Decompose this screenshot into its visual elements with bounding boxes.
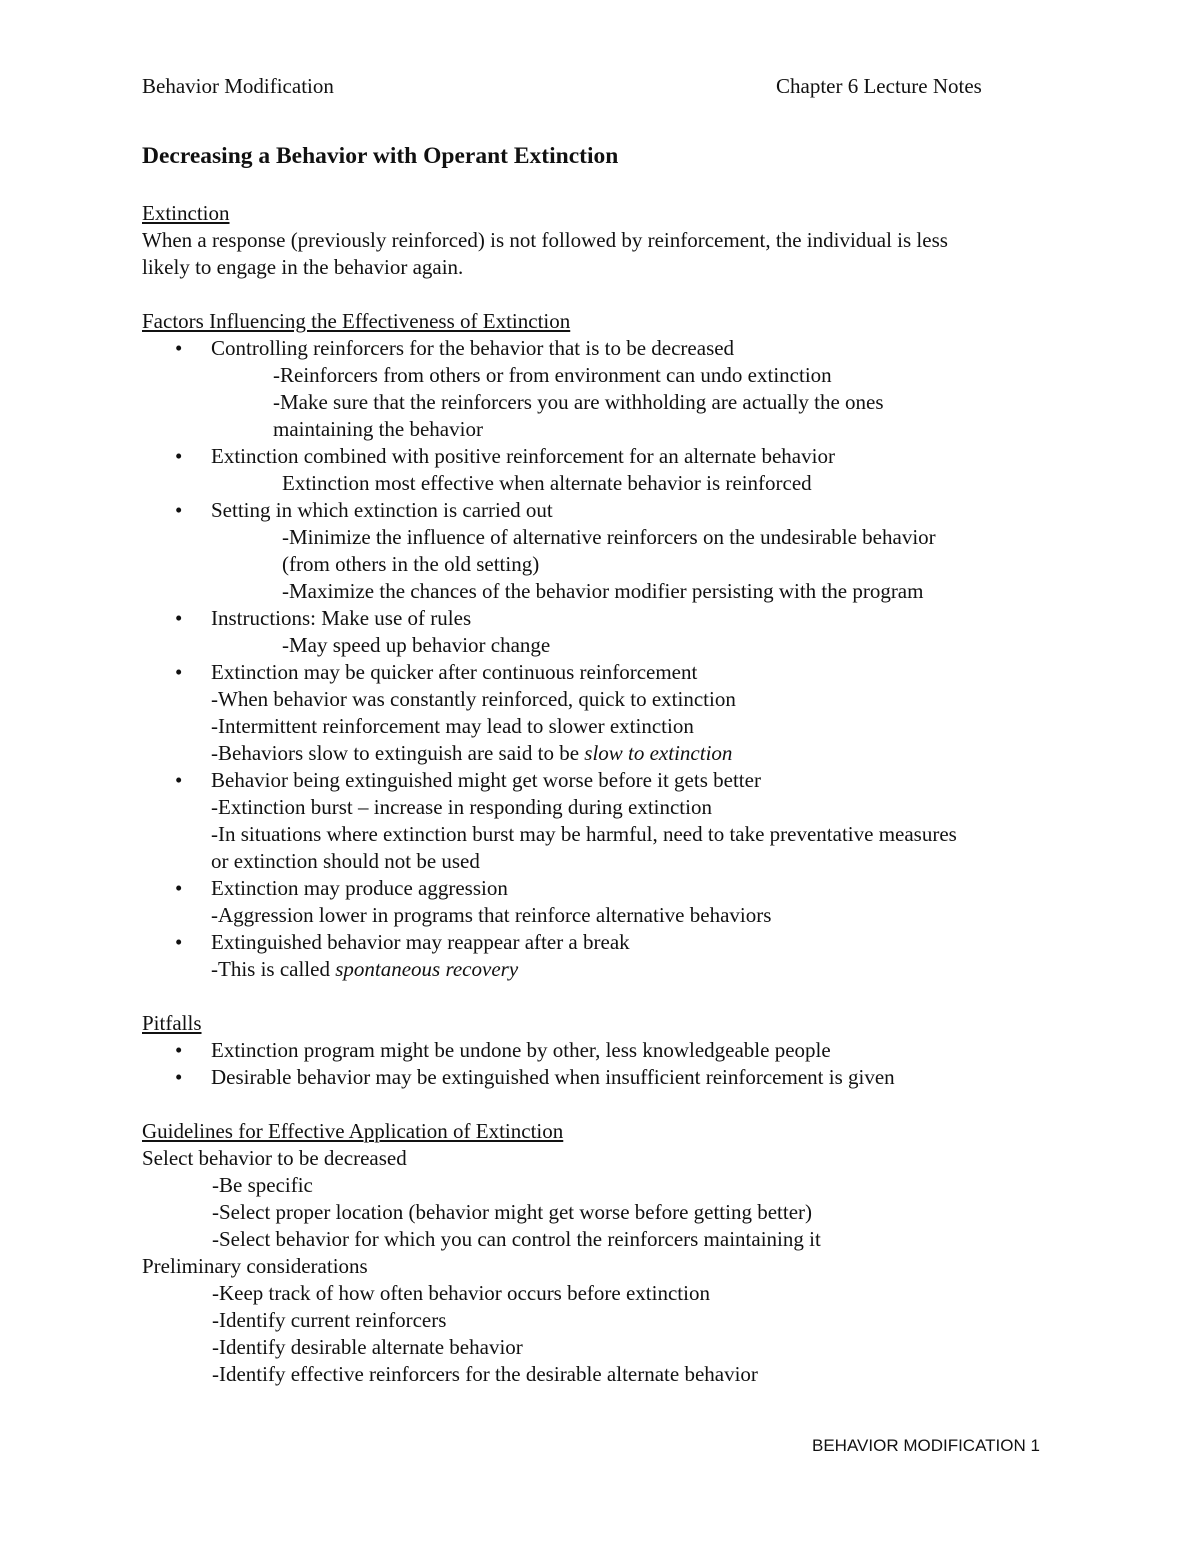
pitfall-bullet: • Extinction program might be undone by other, less knowledgeable people [175,1038,831,1062]
bullet-icon: • [175,660,183,684]
factor-bullet: • Extinguished behavior may reappear after a break [175,930,630,954]
factor-bullet: • Extinction combined with positive reinforcement for an alternate behavior [175,444,835,468]
factor-bullet: • Behavior being extinguished might get worse before it gets better [175,768,761,792]
pitfall-bullet: • Desirable behavior may be extinguished when insufficient reinforcement is given [175,1065,895,1089]
factors-heading: Factors Influencing the Effectiveness of Extinction [142,309,571,333]
page-footer: BEHAVIOR MODIFICATION 1 [812,1436,1040,1455]
extinction-heading: Extinction [142,201,230,225]
bullet-icon: • [175,336,183,360]
guideline-item: Preliminary considerations [142,1254,368,1278]
bullet-icon: • [175,876,183,900]
header-course: Behavior Modification [142,74,334,98]
guideline-item: Select behavior to be decreased [142,1146,407,1170]
factor-sub: -Extinction burst – increase in responding during extinction [211,795,712,819]
bullet-icon: • [175,606,183,630]
factor-sub: -Aggression lower in programs that reinforce alternative behaviors [211,903,772,927]
factor-sub: -Intermittent reinforcement may lead to slower extinction [211,714,694,738]
factor-bullet: • Setting in which extinction is carried out [175,498,553,522]
guideline-sub: -Be specific [212,1173,313,1197]
factor-bullet: • Instructions: Make use of rules [175,606,472,630]
pitfalls-heading: Pitfalls [142,1011,202,1035]
factor-bullet: • Extinction may be quicker after continuous reinforcement [175,660,698,684]
factor-sub: -Behaviors slow to extinguish are said to be slow to extinction [211,741,733,765]
factor-bullet: • Controlling reinforcers for the behavior that is to be decreased [175,336,735,360]
bullet-icon: • [175,498,183,522]
factor-sub: -Minimize the influence of alternative reinforcers on the undesirable behavior [282,525,936,549]
bullet-icon: • [175,444,183,468]
notes-body [142,200,1082,1388]
guideline-sub: -Keep track of how often behavior occurs before extinction [212,1281,710,1305]
factor-sub: -Make sure that the reinforcers you are withholding are actually the ones [273,390,884,414]
factor-sub: -When behavior was constantly reinforced, quick to extinction [211,687,736,711]
header-chapter: Chapter 6 Lecture Notes [776,74,982,98]
factor-sub: Extinction most effective when alternate behavior is reinforced [282,471,812,495]
factor-sub: -May speed up behavior change [282,633,551,657]
guideline-sub: -Select proper location (behavior might get worse before getting better) [212,1200,813,1224]
guideline-sub: -Select behavior for which you can control the reinforcers maintaining it [212,1227,821,1251]
page-title: Decreasing a Behavior with Operant Extinction [142,143,619,169]
guidelines-heading: Guidelines for Effective Application of Extinction [142,1119,564,1143]
guideline-sub: -Identify current reinforcers [212,1308,447,1332]
bullet-icon: • [175,768,183,792]
guideline-sub: -Identify desirable alternate behavior [212,1335,523,1359]
factor-sub: -Maximize the chances of the behavior modifier persisting with the program [282,579,924,603]
bullet-icon: • [175,1065,183,1089]
factor-sub: maintaining the behavior [273,417,483,441]
factor-sub: -Reinforcers from others or from environment can undo extinction [273,363,832,387]
factor-sub: -In situations where extinction burst may be harmful, need to take preventative measures [211,822,957,846]
bullet-icon: • [175,1038,183,1062]
term-spontaneous-recovery: spontaneous recovery [335,957,519,981]
factor-bullet: • Extinction may produce aggression [175,876,508,900]
factor-sub: or extinction should not be used [211,849,480,873]
term-slow-to-extinction: slow to extinction [584,741,733,765]
extinction-definition-cont: likely to engage in the behavior again. [142,255,464,279]
factor-sub: -This is called spontaneous recovery [211,957,519,981]
extinction-definition: When a response (previously reinforced) is not followed by reinforcement, the individual is less [142,228,948,252]
guideline-sub: -Identify effective reinforcers for the desirable alternate behavior [212,1362,758,1386]
bullet-icon: • [175,930,183,954]
factor-sub: (from others in the old setting) [282,552,540,576]
